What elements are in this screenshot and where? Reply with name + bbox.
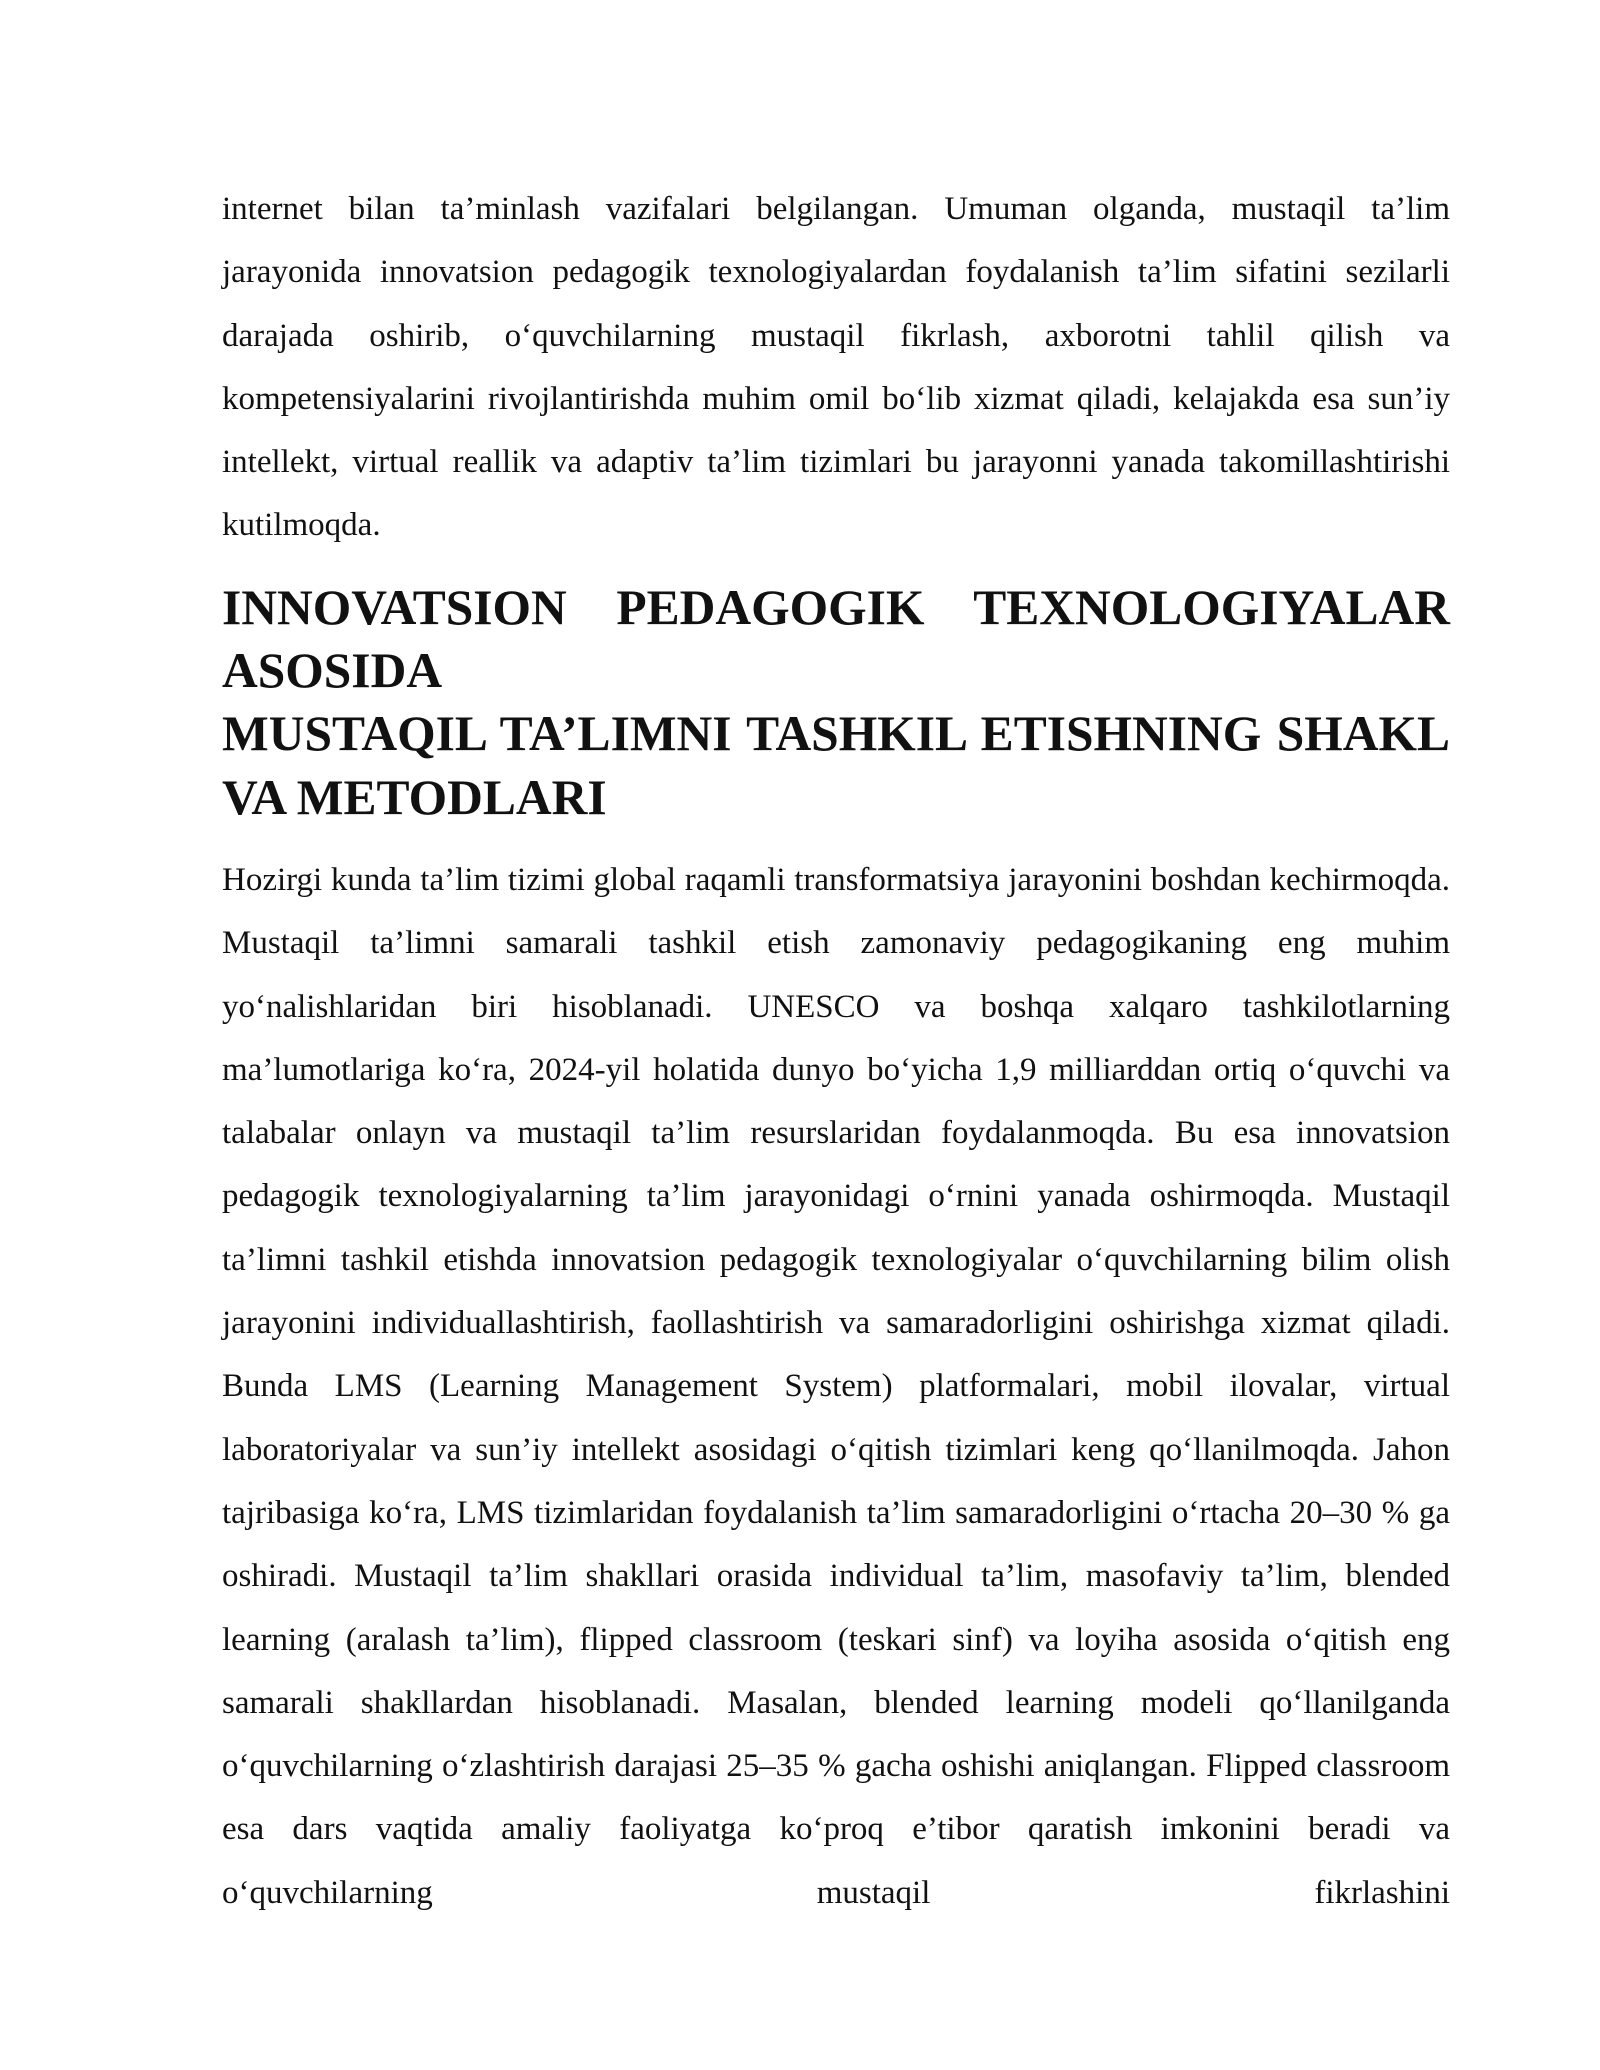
- document-page: [222, 178, 1450, 1925]
- section-heading-line-2: MUSTAQIL TA’LIMNI TASHKIL ETISHNING SHAKL VA METODLARI: [222, 706, 1450, 825]
- section-heading: [222, 576, 1450, 829]
- body-paragraph-1: internet bilan ta’minlash vazifalari belgilangan. Umuman olganda, mustaqil ta’lim jarayonida innovatsion pedagogik texnologiyalardan foydalanish ta’lim sifatini sezilarli darajada oshirib, o‘quvchilarning mustaqil fikrlash, axborotni tahlil qilish va kompetensiyalarini rivojlantirishda muhim omil bo‘lib xizmat qiladi, kelajakda esa sun’iy intellekt, virtual reallik va adaptiv ta’lim tizimlari bu jarayonni yanada takomillashtirishi kutilmoqda.: [222, 191, 1450, 544]
- section-heading-line-1: INNOVATSION PEDAGOGIK TEXNOLOGIYALAR ASOSIDA: [222, 579, 1450, 699]
- body-paragraph-2: Hozirgi kunda ta’lim tizimi global raqamli transformatsiya jarayonini boshdan kechirmoqda. Mustaqil ta’limni samarali tashkil etish zamonaviy pedagogikaning eng muhim yo‘nalishlaridan biri hisoblanadi. UNESCO va boshqa xalqaro tashkilotlarning ma’lumotlariga ko‘ra, 2024-yil holatida dunyo bo‘yicha 1,9 milliarddan ortiq o‘quvchi va talabalar onlayn va mustaqil ta’lim resurslaridan foydalanmoqda. Bu esa innovatsion pedagogik texnologiyalarning ta’lim jarayonidagi o‘rnini yanada oshirmoqda. Mustaqil ta’limni tashkil etishda innovatsion pedagogik texnologiyalar o‘quvchilarning bilim olish jarayonini individuallashtirish, faollashtirish va samaradorligini oshirishga xizmat qiladi. Bunda LMS (Learning Management System) platformalari, mobil ilovalar, virtual laboratoriyalar va sun’iy intellekt asosidagi o‘qitish tizimlari keng qo‘llanilmoqda. Jahon tajribasiga ko‘ra, LMS tizimlaridan foydalanish ta’lim samaradorligini o‘rtacha 20–30 % ga oshiradi. Mustaqil ta’lim shakllari orasida individual ta’lim, masofaviy ta’lim, blended learning (aralash ta’lim), flipped classroom (teskari sinf) va loyiha asosida o‘qitish eng samarali shakllardan hisoblanadi. Masalan, blended learning modeli qo‘llanilganda o‘quvchilarning o‘zlashtirish darajasi 25–35 % gacha oshishi aniqlangan. Flipped classroom esa dars vaqtida amaliy faoliyatga ko‘proq e’tibor qaratish imkonini beradi va o‘quvchilarning mustaqil fikrlashini: [222, 861, 1450, 1911]
